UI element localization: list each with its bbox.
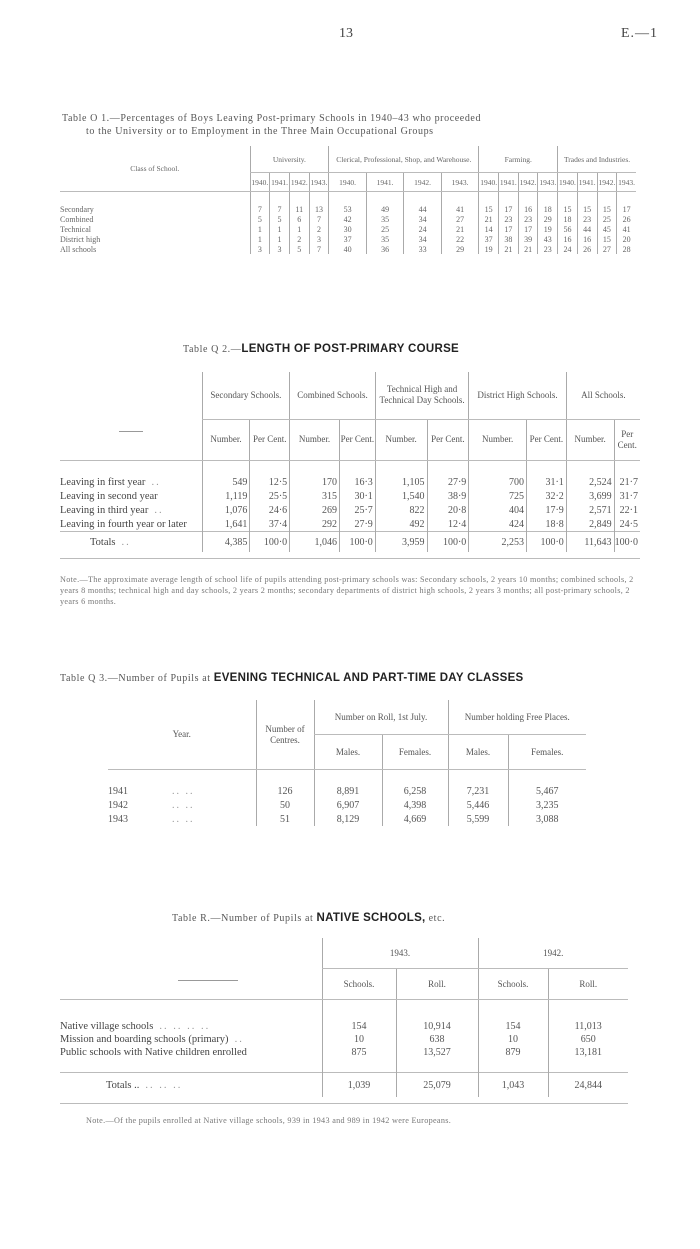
q1-value-cell: 26: [577, 244, 597, 254]
table-r-title: [172, 912, 632, 925]
q2-value-cell: 170: [290, 475, 340, 489]
q1-value-cell: 22: [441, 234, 479, 244]
q3-year-label: [108, 784, 256, 798]
q1-value-cell: 21: [518, 244, 538, 254]
table-q1-title-line2: to the University or to Employment in the Three Main Occupational Groups: [86, 126, 434, 137]
row-label: Leaving in third year: [60, 504, 149, 516]
row-label: Leaving in fourth year or later: [60, 518, 187, 530]
q3-year-header: Year.: [108, 700, 256, 770]
q2-value-cell: 2,524: [566, 475, 614, 489]
q1-value-cell: 38: [499, 234, 519, 244]
r-roll-header: Roll.: [396, 969, 478, 1000]
q2-value-cell: 31·7: [614, 489, 640, 503]
r-roll-header: Roll.: [548, 969, 628, 1000]
leader-dots: .. .. .. ..: [159, 1021, 211, 1032]
q2-total-cell: 3,959: [375, 532, 427, 553]
table-row: [108, 812, 586, 826]
q1-value-cell: 25: [597, 214, 617, 224]
q1-value-cell: 7: [270, 204, 290, 214]
r-stub-rule: [178, 980, 238, 981]
q1-value-cell: 21: [479, 214, 499, 224]
q1-value-cell: 17: [499, 224, 519, 234]
q1-value-cell: 45: [597, 224, 617, 234]
q1-value-cell: 3: [250, 244, 270, 254]
q1-value-cell: 17: [617, 204, 636, 214]
q1-value-cell: 17: [518, 224, 538, 234]
q3-value-cell: 51: [256, 812, 314, 826]
q3-year-label: [108, 798, 256, 812]
q2-value-cell: 822: [375, 503, 427, 517]
q2-value-cell: 1,641: [202, 517, 250, 532]
table-row: [60, 204, 636, 214]
table-row: [60, 1033, 628, 1046]
q1-year-header: 1941.: [577, 173, 597, 192]
q1-value-cell: 44: [404, 204, 442, 214]
q1-value-cell: 15: [558, 204, 578, 214]
q1-value-cell: 15: [577, 204, 597, 214]
row-label: Public schools with Native children enrolled: [60, 1047, 247, 1058]
q1-row-header: Class of School.: [60, 146, 250, 192]
q1-value-cell: 16: [518, 204, 538, 214]
q1-value-cell: 34: [404, 234, 442, 244]
table-row: [60, 503, 640, 517]
q1-group-trades: Trades and Industries.: [558, 146, 636, 173]
q2-value-cell: 24·5: [614, 517, 640, 532]
q2-value-cell: 16·3: [339, 475, 375, 489]
q1-year-header: 1940.: [479, 173, 499, 192]
q2-value-cell: 269: [290, 503, 340, 517]
table-q2-title-prefix: Table Q 2.—: [183, 344, 242, 355]
q3-value-cell: 8,891: [314, 784, 382, 798]
q2-stub-rule: [119, 431, 143, 432]
q2-number-header: Number.: [290, 419, 340, 460]
q3-value-cell: 3,235: [508, 798, 586, 812]
r-year-1943: 1943.: [322, 938, 478, 969]
q2-totals-label: [60, 532, 202, 553]
q2-value-cell: 17·9: [526, 503, 566, 517]
row-label: Leaving in second year: [60, 490, 158, 502]
q2-value-cell: 21·7: [614, 475, 640, 489]
q2-value-cell: 292: [290, 517, 340, 532]
q2-value-cell: 1,540: [375, 489, 427, 503]
table-row: [60, 214, 636, 224]
q1-year-header: 1940.: [250, 173, 270, 192]
r-value-cell: 10: [322, 1033, 396, 1046]
q2-value-cell: 404: [469, 503, 527, 517]
leader-dots: ..: [154, 504, 164, 516]
q1-value-cell: 40: [329, 244, 367, 254]
q1-value-cell: 30: [329, 224, 367, 234]
q3-females-header: Females.: [508, 735, 586, 770]
q1-value-cell: 27: [597, 244, 617, 254]
table-q3-title: [60, 672, 660, 685]
q2-row-label: [60, 517, 202, 532]
q1-value-cell: 36: [366, 244, 404, 254]
q1-value-cell: 24: [404, 224, 442, 234]
q2-total-cell: 1,046: [290, 532, 340, 553]
r-value-cell: 10: [478, 1033, 548, 1046]
r-value-cell: 10,914: [396, 1020, 478, 1033]
table-q1-title-line1: Table O 1.—Percentages of Boys Leaving Post-primary Schools in 1940–43 who proceeded: [62, 113, 482, 124]
q2-value-cell: 492: [375, 517, 427, 532]
q2-percent-header: Per Cent.: [427, 419, 469, 460]
q1-value-cell: 43: [538, 234, 558, 244]
q1-value-cell: 18: [558, 214, 578, 224]
q2-value-cell: 18·8: [526, 517, 566, 532]
r-row-label: [60, 1046, 322, 1059]
q1-value-cell: 53: [329, 204, 367, 214]
q1-value-cell: 24: [558, 244, 578, 254]
row-label: Secondary: [60, 204, 94, 214]
q2-total-cell: 4,385: [202, 532, 250, 553]
table-r-note: Note.—Of the pupils enrolled at Native village schools, 939 in 1943 and 989 in 1942 were Europeans.: [86, 1116, 452, 1125]
q2-value-cell: 549: [202, 475, 250, 489]
q1-value-cell: 1: [270, 224, 290, 234]
leader-dots: ..: [234, 1034, 244, 1045]
page-header: [0, 26, 700, 46]
q1-value-cell: 18: [538, 204, 558, 214]
table-q2: [60, 372, 640, 559]
table-row: [60, 489, 640, 503]
table-r-title-suffix: etc.: [425, 913, 446, 924]
q2-value-cell: 1,119: [202, 489, 250, 503]
r-total-cell: 1,039: [322, 1073, 396, 1098]
q3-value-cell: 7,231: [448, 784, 508, 798]
q1-value-cell: 33: [404, 244, 442, 254]
r-value-cell: 879: [478, 1046, 548, 1059]
q1-year-header: 1941.: [499, 173, 519, 192]
q2-value-cell: 30·1: [339, 489, 375, 503]
q1-year-header: 1941.: [270, 173, 290, 192]
q2-row-label: [60, 489, 202, 503]
q1-value-cell: 49: [366, 204, 404, 214]
q2-group-all: All Schools.: [566, 372, 640, 419]
q2-number-header: Number.: [469, 419, 527, 460]
leader-dots: .. ..: [172, 785, 195, 797]
q1-value-cell: 21: [441, 224, 479, 234]
q1-value-cell: 35: [366, 234, 404, 244]
q2-value-cell: 32·2: [526, 489, 566, 503]
table-q1-title: [62, 112, 652, 138]
q1-value-cell: 5: [289, 244, 309, 254]
q3-value-cell: 8,129: [314, 812, 382, 826]
q2-row-label: [60, 475, 202, 489]
table-row: [60, 234, 636, 244]
q1-group-clerical: Clerical, Professional, Shop, and Warehouse.: [329, 146, 479, 173]
q1-value-cell: 25: [366, 224, 404, 234]
row-label: District high: [60, 234, 101, 244]
q2-group-secondary: Secondary Schools.: [202, 372, 290, 419]
q1-value-cell: 13: [309, 204, 329, 214]
q3-males-header: Males.: [448, 735, 508, 770]
q1-value-cell: 19: [479, 244, 499, 254]
q3-value-cell: 6,258: [382, 784, 448, 798]
q1-year-header: 1942.: [289, 173, 309, 192]
q1-year-header: 1942.: [597, 173, 617, 192]
q1-group-farming: Farming.: [479, 146, 558, 173]
totals-row: [60, 532, 640, 553]
table-row: [60, 224, 636, 234]
q3-centres-header: Number of Centres.: [256, 700, 314, 770]
q1-value-cell: 23: [538, 244, 558, 254]
q3-value-cell: 6,907: [314, 798, 382, 812]
r-value-cell: 13,181: [548, 1046, 628, 1059]
q3-free-header: Number holding Free Places.: [448, 700, 586, 735]
q1-value-cell: 44: [577, 224, 597, 234]
table-q2-title: [183, 343, 643, 356]
q2-total-cell: 100·0: [526, 532, 566, 553]
q1-value-cell: 1: [250, 224, 270, 234]
q1-value-cell: 15: [597, 204, 617, 214]
q2-percent-header: Per Cent.: [250, 419, 290, 460]
row-label: Technical: [60, 224, 91, 234]
table-q3: [108, 700, 586, 826]
q1-value-cell: 7: [309, 214, 329, 224]
q3-value-cell: 3,088: [508, 812, 586, 826]
q1-value-cell: 15: [479, 204, 499, 214]
page-number: 13: [339, 26, 353, 41]
q3-value-cell: 4,398: [382, 798, 448, 812]
q1-row-label: [60, 204, 250, 214]
q2-total-cell: 100·0: [339, 532, 375, 553]
r-schools-header: Schools.: [478, 969, 548, 1000]
table-q3-title-strong: EVENING TECHNICAL AND PART-TIME DAY CLASSES: [213, 672, 524, 684]
r-row-label: [60, 1033, 322, 1046]
r-totals-label: [60, 1073, 322, 1098]
q3-value-cell: 126: [256, 784, 314, 798]
row-label: 1942: [108, 799, 128, 811]
q1-value-cell: 14: [479, 224, 499, 234]
q1-value-cell: 56: [558, 224, 578, 234]
table-row: [60, 244, 636, 254]
q1-value-cell: 23: [518, 214, 538, 224]
q1-value-cell: 19: [538, 224, 558, 234]
totals-row: [60, 1073, 628, 1098]
r-total-cell: 1,043: [478, 1073, 548, 1098]
table-q2-title-strong: LENGTH OF POST-PRIMARY COURSE: [241, 343, 460, 355]
q1-value-cell: 35: [366, 214, 404, 224]
q1-row-label: [60, 214, 250, 224]
q1-value-cell: 37: [329, 234, 367, 244]
q1-value-cell: 15: [597, 234, 617, 244]
r-value-cell: 11,013: [548, 1020, 628, 1033]
q3-value-cell: 4,669: [382, 812, 448, 826]
q2-percent-header: Per Cent.: [339, 419, 375, 460]
row-label: Totals ..: [106, 1079, 140, 1091]
row-label: Native village schools: [60, 1021, 154, 1032]
q1-value-cell: 5: [270, 214, 290, 224]
q1-value-cell: 7: [309, 244, 329, 254]
table-row: [60, 475, 640, 489]
q1-value-cell: 6: [289, 214, 309, 224]
q2-value-cell: 25·7: [339, 503, 375, 517]
r-row-label: [60, 1020, 322, 1033]
q2-value-cell: 22·1: [614, 503, 640, 517]
q2-value-cell: 424: [469, 517, 527, 532]
q1-value-cell: 23: [577, 214, 597, 224]
q1-year-header: 1942.: [518, 173, 538, 192]
q1-group-university: University.: [250, 146, 329, 173]
q2-number-header: Number.: [566, 419, 614, 460]
q2-value-cell: 24·6: [250, 503, 290, 517]
q2-value-cell: 2,571: [566, 503, 614, 517]
table-row: [108, 798, 586, 812]
q2-percent-header: Per Cent.: [614, 419, 640, 460]
r-value-cell: 154: [478, 1020, 548, 1033]
table-q3-title-prefix: Table Q 3.—Number of Pupils at: [60, 673, 214, 684]
row-label: Totals: [90, 536, 116, 548]
q2-value-cell: 725: [469, 489, 527, 503]
q3-value-cell: 5,446: [448, 798, 508, 812]
q2-total-cell: 100·0: [614, 532, 640, 553]
q1-year-header: 1943.: [538, 173, 558, 192]
table-r-title-prefix: Table R.—Number of Pupils at: [172, 913, 317, 924]
leader-dots: .. .. ..: [145, 1079, 183, 1091]
page-reference: E.—1: [620, 26, 658, 41]
q1-value-cell: 17: [499, 204, 519, 214]
q1-value-cell: 34: [404, 214, 442, 224]
q1-value-cell: 41: [617, 224, 636, 234]
r-total-cell: 25,079: [396, 1073, 478, 1098]
q2-value-cell: 1,105: [375, 475, 427, 489]
q1-year-header: 1943.: [309, 173, 329, 192]
row-label: Mission and boarding schools (primary): [60, 1034, 229, 1045]
q1-value-cell: 29: [441, 244, 479, 254]
row-label: 1943: [108, 813, 128, 825]
q1-year-header: 1940.: [558, 173, 578, 192]
q2-total-cell: 100·0: [427, 532, 469, 553]
q1-year-header: 1942.: [404, 173, 442, 192]
q1-year-header: 1943.: [617, 173, 636, 192]
q1-value-cell: 23: [499, 214, 519, 224]
q3-males-header: Males.: [314, 735, 382, 770]
q2-number-header: Number.: [202, 419, 250, 460]
q2-total-cell: 100·0: [250, 532, 290, 553]
q1-value-cell: 16: [577, 234, 597, 244]
table-q2-note: Note.—The approximate average length of school life of pupils attending post-primary schools was: Secondary schools, 2 years 10 months; combined schools, 2 years 8 months; technical high and day schools, 2 years 2 months; secondary departments of district high schools, 2 years 3 months; all post-primary schools, 2 years 6 months.: [60, 575, 634, 606]
leader-dots: ..: [121, 536, 131, 548]
q1-year-header: 1941.: [366, 173, 404, 192]
table-row: [60, 517, 640, 532]
q1-value-cell: 39: [518, 234, 538, 244]
q1-value-cell: 3: [309, 234, 329, 244]
table-r-title-strong: NATIVE SCHOOLS,: [316, 912, 426, 924]
r-total-cell: 24,844: [548, 1073, 628, 1098]
q1-value-cell: 5: [250, 214, 270, 224]
r-value-cell: 650: [548, 1033, 628, 1046]
q2-value-cell: 25·5: [250, 489, 290, 503]
row-label: All schools: [60, 244, 97, 254]
q2-value-cell: 27·9: [427, 475, 469, 489]
q3-year-label: [108, 812, 256, 826]
leader-dots: .. ..: [172, 799, 195, 811]
q2-value-cell: 12·4: [427, 517, 469, 532]
q2-value-cell: 1,076: [202, 503, 250, 517]
q2-value-cell: 27·9: [339, 517, 375, 532]
table-r: [60, 938, 628, 1104]
q1-value-cell: 2: [309, 224, 329, 234]
leader-dots: ..: [151, 476, 161, 488]
r-value-cell: 154: [322, 1020, 396, 1033]
table-row: [60, 1020, 628, 1033]
q1-value-cell: 1: [270, 234, 290, 244]
row-label: 1941: [108, 785, 128, 797]
q1-value-cell: 2: [289, 234, 309, 244]
q3-value-cell: 5,467: [508, 784, 586, 798]
q1-value-cell: 37: [479, 234, 499, 244]
q2-value-cell: 20·8: [427, 503, 469, 517]
q1-value-cell: 41: [441, 204, 479, 214]
q2-total-cell: 11,643: [566, 532, 614, 553]
q1-value-cell: 1: [250, 234, 270, 244]
r-value-cell: 638: [396, 1033, 478, 1046]
q2-number-header: Number.: [375, 419, 427, 460]
q1-value-cell: 26: [617, 214, 636, 224]
q3-value-cell: 50: [256, 798, 314, 812]
q1-value-cell: 28: [617, 244, 636, 254]
q2-total-cell: 2,253: [469, 532, 527, 553]
q2-group-combined: Combined Schools.: [290, 372, 376, 419]
row-label: Leaving in first year: [60, 476, 146, 488]
r-schools-header: Schools.: [322, 969, 396, 1000]
q2-value-cell: 37·4: [250, 517, 290, 532]
r-year-1942: 1942.: [478, 938, 628, 969]
q2-value-cell: 315: [290, 489, 340, 503]
q1-year-header: 1940.: [329, 173, 367, 192]
table-row: [60, 1046, 628, 1059]
q3-value-cell: 5,599: [448, 812, 508, 826]
q1-value-cell: 11: [289, 204, 309, 214]
q2-value-cell: 700: [469, 475, 527, 489]
q3-roll-header: Number on Roll, 1st July.: [314, 700, 448, 735]
q2-group-district-high: District High Schools.: [469, 372, 566, 419]
q1-value-cell: 7: [250, 204, 270, 214]
q1-value-cell: 42: [329, 214, 367, 224]
q2-group-technical: Technical High and Technical Day Schools.: [375, 372, 469, 419]
q2-percent-header: Per Cent.: [526, 419, 566, 460]
q1-value-cell: 27: [441, 214, 479, 224]
table-row: [108, 784, 586, 798]
q1-value-cell: 16: [558, 234, 578, 244]
table-q1: [60, 146, 636, 254]
q1-value-cell: 3: [270, 244, 290, 254]
q2-row-label: [60, 503, 202, 517]
r-value-cell: 13,527: [396, 1046, 478, 1059]
q1-row-label: [60, 224, 250, 234]
q3-females-header: Females.: [382, 735, 448, 770]
q1-value-cell: 1: [289, 224, 309, 234]
q2-value-cell: 31·1: [526, 475, 566, 489]
q2-value-cell: 2,849: [566, 517, 614, 532]
q2-value-cell: 12·5: [250, 475, 290, 489]
q2-value-cell: 38·9: [427, 489, 469, 503]
q1-value-cell: 29: [538, 214, 558, 224]
leader-dots: .. ..: [172, 813, 195, 825]
q1-value-cell: 20: [617, 234, 636, 244]
q1-year-header: 1943.: [441, 173, 479, 192]
q1-row-label: [60, 244, 250, 254]
q2-value-cell: 3,699: [566, 489, 614, 503]
q1-row-label: [60, 234, 250, 244]
row-label: Combined: [60, 214, 94, 224]
r-value-cell: 875: [322, 1046, 396, 1059]
q1-value-cell: 21: [499, 244, 519, 254]
